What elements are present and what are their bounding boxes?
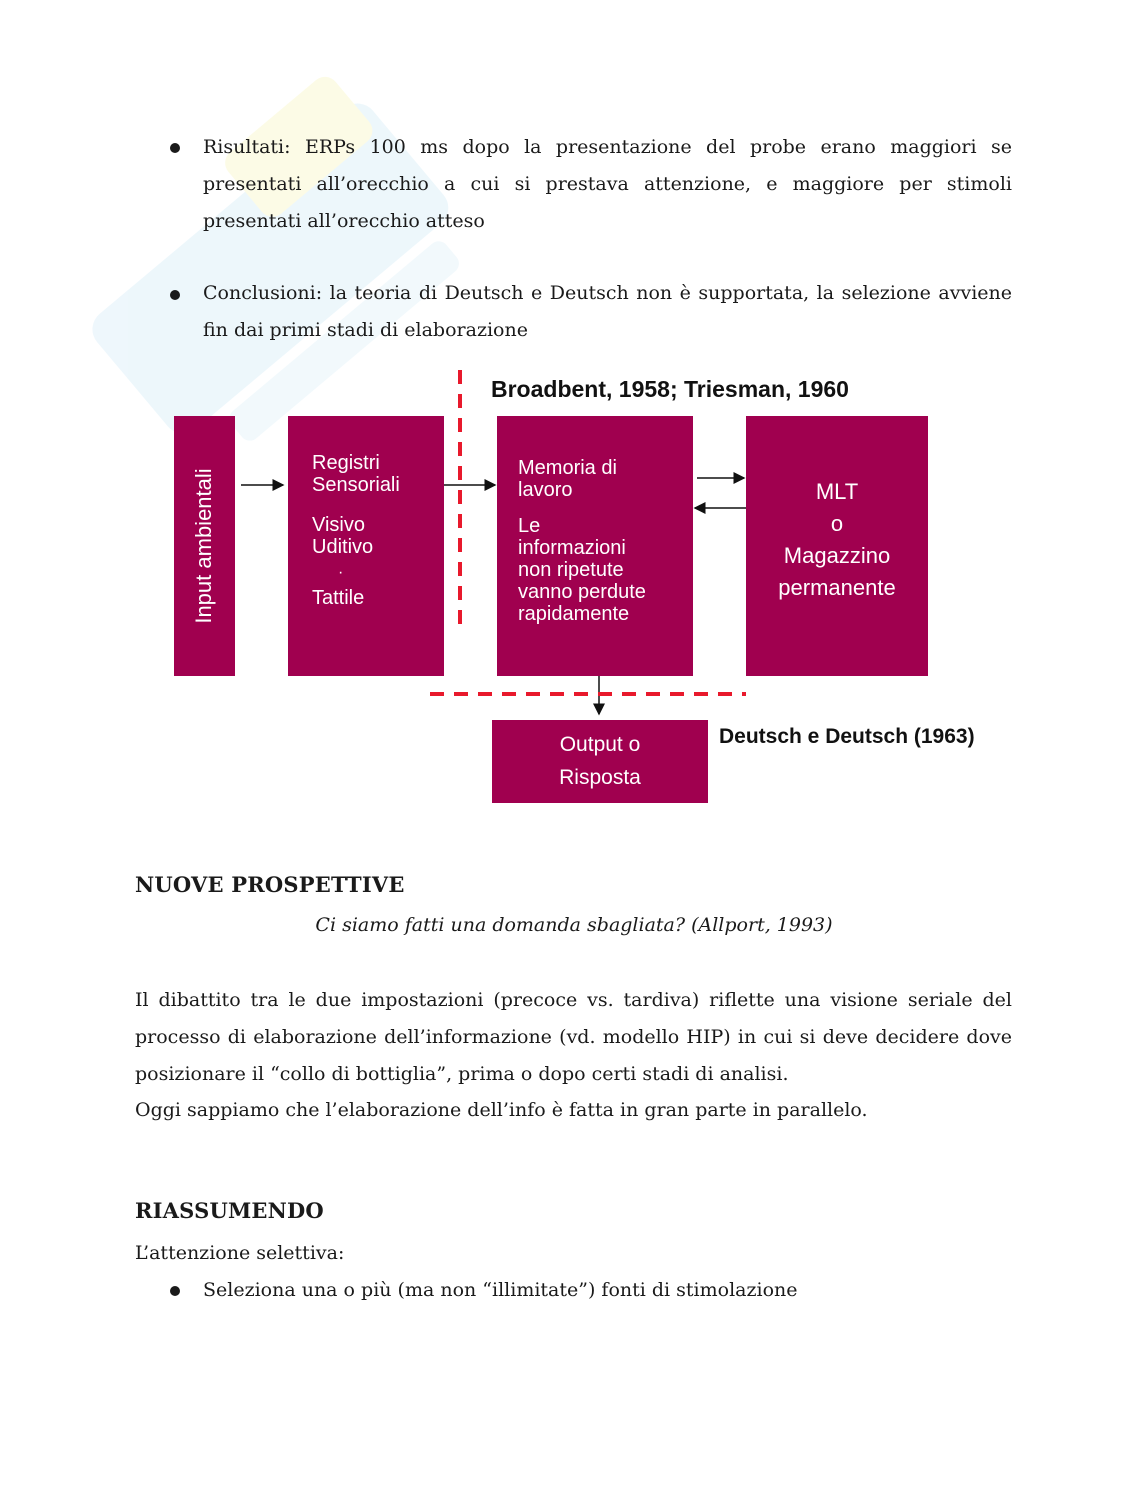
box-output-label: Output o Risposta xyxy=(559,733,641,789)
box-registri-last: Tattile xyxy=(312,587,365,609)
allport-quote: Ci siamo fatti una domanda sbagliata? (Allport, 1993) xyxy=(315,914,833,936)
bullet-dot xyxy=(170,143,180,153)
bullet-dot xyxy=(170,1286,180,1296)
box-registri-sensoriali xyxy=(288,416,444,676)
box-registri-title: Registri Sensoriali xyxy=(312,452,400,496)
diagram-title-bottom: Deutsch e Deutsch (1963) xyxy=(719,725,975,748)
bullet-conclusioni: Conclusioni: la teoria di Deutsch e Deutsch non è supportata, la selezione avviene fin dai primi stadi di elaborazione xyxy=(203,282,1012,341)
bullet-risultati: Risultati: ERPs 100 ms dopo la presentazione del probe erano maggiori se presentati all’orecchio a cui si prestava attenzione, e maggiore per stimoli presentati all’orecchio atteso xyxy=(203,136,1012,232)
box-memoria-title: Memoria di lavoro xyxy=(518,457,617,501)
box-input-label: Input ambientali xyxy=(191,468,216,624)
box-input-ambientali xyxy=(174,416,235,676)
heading-riassumendo: RIASSUMENDO xyxy=(135,1198,324,1223)
box-registri-dot: · xyxy=(338,564,344,581)
diagram-title-top: Broadbent, 1958; Triesman, 1960 xyxy=(491,376,849,402)
box-memoria-di-lavoro xyxy=(497,416,693,676)
paragraph-intro: L’attenzione selettiva: xyxy=(135,1242,345,1264)
box-output-risposta xyxy=(492,720,708,803)
box-registri-list: Visivo Uditivo xyxy=(312,514,374,558)
box-memoria-body: Le informazioni non ripetute vanno perdute rapidamente xyxy=(518,515,646,625)
paragraph-dibattito: Il dibattito tra le due impostazioni (precoce vs. tardiva) riflette una visione seriale del processo di elaborazione dell’informazione (vd. modello HIP) in cui si deve decidere dove posizionare il “collo di bottiglia”, prima o dopo certi stadi di analisi. xyxy=(135,989,1012,1085)
paragraph-oggi: Oggi sappiamo che l’elaborazione dell’info è fatta in gran parte in parallelo. xyxy=(135,1099,868,1121)
box-mlt-label: MLT o Magazzino permanente xyxy=(778,479,896,600)
bullet-dot xyxy=(170,290,180,300)
bullet-seleziona: Seleziona una o più (ma non “illimitate”) fonti di stimolazione xyxy=(203,1279,798,1301)
heading-nuove-prospettive: NUOVE PROSPETTIVE xyxy=(135,872,405,897)
box-mlt xyxy=(746,416,928,676)
